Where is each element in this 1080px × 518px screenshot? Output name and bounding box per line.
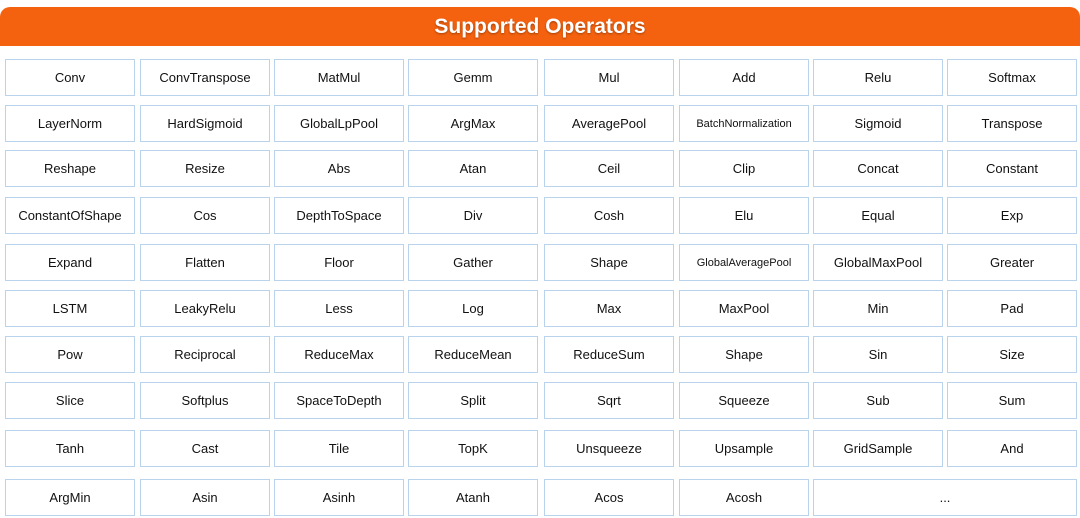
operator-cell: LeakyRelu [140, 290, 270, 327]
more-operators-cell: ... [813, 479, 1077, 516]
operator-cell: Transpose [947, 105, 1077, 142]
operator-cell: Add [679, 59, 809, 96]
operator-cell: ConstantOfShape [5, 197, 135, 234]
operator-cell: Softmax [947, 59, 1077, 96]
operator-cell: Acosh [679, 479, 809, 516]
operator-cell: Sum [947, 382, 1077, 419]
operator-cell: Squeeze [679, 382, 809, 419]
operator-cell: ArgMax [408, 105, 538, 142]
operator-cell: Cos [140, 197, 270, 234]
operator-cell: DepthToSpace [274, 197, 404, 234]
operator-cell: Upsample [679, 430, 809, 467]
operator-cell: BatchNormalization [679, 105, 809, 142]
operator-cell: Tile [274, 430, 404, 467]
operator-cell: Sub [813, 382, 943, 419]
operator-cell: GlobalAveragePool [679, 244, 809, 281]
operator-cell: Concat [813, 150, 943, 187]
operator-cell: ReduceMean [408, 336, 538, 373]
operator-cell: LayerNorm [5, 105, 135, 142]
operator-cell: Reciprocal [140, 336, 270, 373]
operator-cell: Conv [5, 59, 135, 96]
operator-cell: Elu [679, 197, 809, 234]
operator-cell: ReduceMax [274, 336, 404, 373]
operator-cell: Expand [5, 244, 135, 281]
operator-cell: LSTM [5, 290, 135, 327]
operator-cell: Sqrt [544, 382, 674, 419]
operator-cell: Clip [679, 150, 809, 187]
operator-cell: Atan [408, 150, 538, 187]
operator-cell: Resize [140, 150, 270, 187]
operator-cell: Slice [5, 382, 135, 419]
operator-cell: Sin [813, 336, 943, 373]
operator-cell: Exp [947, 197, 1077, 234]
operator-cell: Size [947, 336, 1077, 373]
page-title: Supported Operators [434, 14, 646, 38]
operator-cell: Log [408, 290, 538, 327]
operator-cell: Unsqueeze [544, 430, 674, 467]
operator-cell: SpaceToDepth [274, 382, 404, 419]
operator-cell: Mul [544, 59, 674, 96]
operator-cell: Split [408, 382, 538, 419]
operator-cell: GlobalMaxPool [813, 244, 943, 281]
operator-cell: Reshape [5, 150, 135, 187]
operator-cell: And [947, 430, 1077, 467]
operator-cell: Gemm [408, 59, 538, 96]
operator-cell: ReduceSum [544, 336, 674, 373]
operator-cell: Cosh [544, 197, 674, 234]
operator-cell: Acos [544, 479, 674, 516]
operator-cell: Flatten [140, 244, 270, 281]
operator-cell: ArgMin [5, 479, 135, 516]
operator-cell: Div [408, 197, 538, 234]
operator-cell: ConvTranspose [140, 59, 270, 96]
operator-cell: GridSample [813, 430, 943, 467]
header-bar [0, 7, 1080, 46]
operator-cell: MatMul [274, 59, 404, 96]
operator-cell: HardSigmoid [140, 105, 270, 142]
operator-cell: TopK [408, 430, 538, 467]
operator-cell: Ceil [544, 150, 674, 187]
operator-cell: Shape [544, 244, 674, 281]
operator-cell: Max [544, 290, 674, 327]
operator-cell: Sigmoid [813, 105, 943, 142]
operator-cell: Atanh [408, 479, 538, 516]
operator-cell: Less [274, 290, 404, 327]
operator-cell: Floor [274, 244, 404, 281]
operator-cell: GlobalLpPool [274, 105, 404, 142]
operator-cell: Gather [408, 244, 538, 281]
operator-cell: Asin [140, 479, 270, 516]
operator-cell: Relu [813, 59, 943, 96]
operator-cell: MaxPool [679, 290, 809, 327]
operator-cell: Min [813, 290, 943, 327]
operator-cell: Softplus [140, 382, 270, 419]
operator-cell: Abs [274, 150, 404, 187]
operator-cell: Pow [5, 336, 135, 373]
operator-cell: Pad [947, 290, 1077, 327]
operator-cell: Asinh [274, 479, 404, 516]
operator-cell: AveragePool [544, 105, 674, 142]
operator-cell: Tanh [5, 430, 135, 467]
operator-cell: Equal [813, 197, 943, 234]
operator-cell: Cast [140, 430, 270, 467]
operator-cell: Shape [679, 336, 809, 373]
operator-cell: Greater [947, 244, 1077, 281]
operator-cell: Constant [947, 150, 1077, 187]
